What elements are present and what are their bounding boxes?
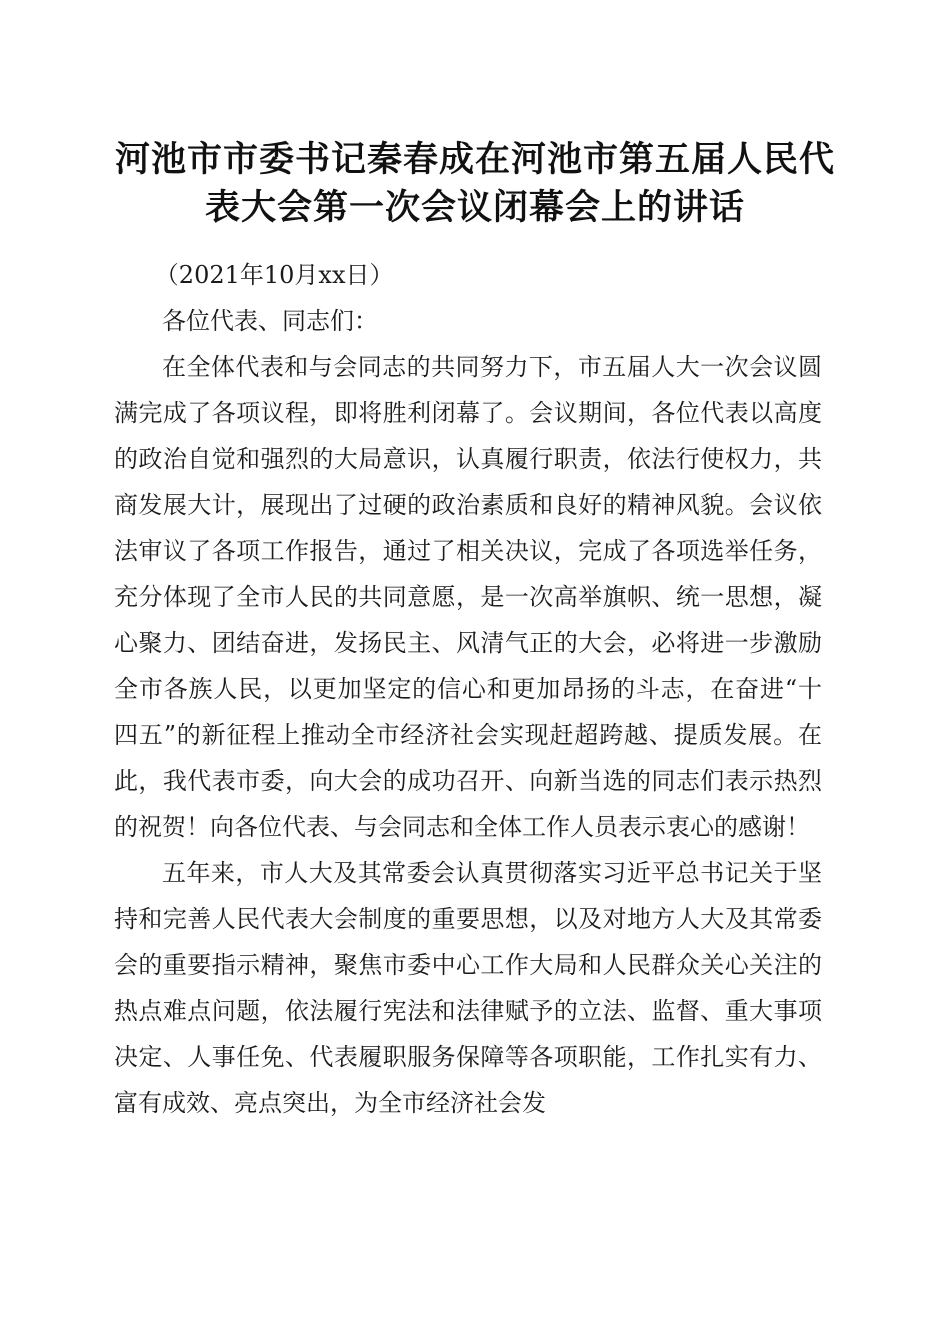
date-line: （2021年10月xx日） [154,261,394,289]
paragraph-1: 在全体代表和与会同志的共同努力下，市五届人大一次会议圆满完成了各项议程，即将胜利闭幕了。会议期间，各位代表以高度的政治自觉和强烈的大局意识，认真履行职责，依法行使权力，共商发展大计，展现出了过硬的政治素质和良好的精神风貌。会议依法审议了各项工作报告，通过了相关决议，完成了各项选举任务，充分体现了全市人民的共同意愿，是一次高举旗帜、统一思想，凝心聚力、团结奋进，发扬民主、风清气正的大会，必将进一步激励全市各族人民，以更加坚定的信心和更加昂扬的斗志，在奋进“十四五”的新征程上推动全市经济社会实现赶超跨越、提质发展。在此，我代表市委，向大会的成功召开、向新当选的同志们表示热烈的祝贺！向各位代表、与会同志和全体工作人员表示衷心的感谢！ [114,353,822,841]
document-body [114,252,822,1126]
paragraph-2: 五年来，市人大及其常委会认真贯彻落实习近平总书记关于坚持和完善人民代表大会制度的重要思想，以及对地方人大及其常委会的重要指示精神，聚焦市委中心工作大局和人民群众关心关注的热点难点问题，依法履行宪法和法律赋予的立法、监督、重大事项决定、人事任免、代表履职服务保障等各项职能，工作扎实有力、富有成效、亮点突出，为全市经济社会发 [114,859,822,1117]
document-title: 河池市市委书记秦春成在河池市第五届人民代表大会第一次会议闭幕会上的讲话 [114,139,835,228]
salutation: 各位代表、同志们： [162,307,378,335]
